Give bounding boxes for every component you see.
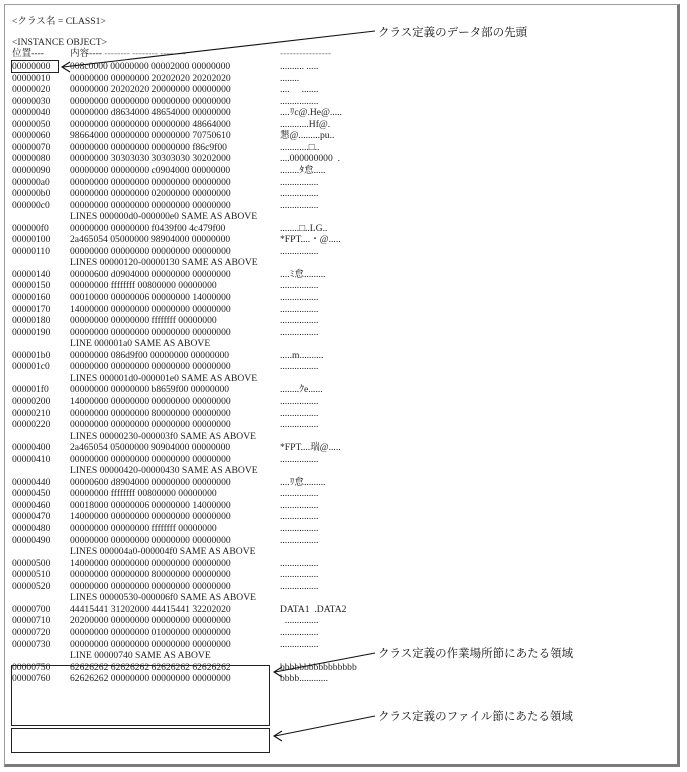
callout-data-start: クラス定義のデータ部の先頭 xyxy=(378,25,528,39)
hex-values: 00000000 00000000 00000000 f86c9f00 xyxy=(70,141,227,153)
same-as-above-text: LINE 00000740 SAME AS ABOVE xyxy=(70,650,211,662)
address: 00000510 xyxy=(12,569,51,581)
arrow-data-start xyxy=(63,31,375,67)
same-as-above-text: LINES 000001d0-000001e0 SAME AS ABOVE xyxy=(70,372,258,384)
same-as-above-text: LINES 00000120-00000130 SAME AS ABOVE xyxy=(70,257,258,269)
ascii-values: ........□..LG.. xyxy=(280,222,328,234)
hex-values: 00000000 00000000 00000000 00000000 xyxy=(70,419,231,431)
hex-values: 00000000 00000000 00000000 00000000 xyxy=(70,326,231,338)
callout-working-storage: クラス定義の作業場所節にあたる領域 xyxy=(378,646,574,660)
ascii-values: ................ xyxy=(280,488,319,500)
hex-values: 00000000 00000000 ffffffff 00000000 xyxy=(70,523,217,534)
address: 00000140 xyxy=(12,268,51,280)
hex-values: 14000000 00000000 00000000 00000000 xyxy=(70,303,231,315)
hex-values: 00000000 00000000 00000000 00000000 xyxy=(70,534,231,546)
same-as-above-text: LINE 000001a0 SAME AS ABOVE xyxy=(70,338,211,350)
address: 00000110 xyxy=(12,245,51,257)
address: 00000010 xyxy=(12,72,51,84)
address: 00000720 xyxy=(12,626,51,638)
hex-values: 00000000 00000000 c0904000 00000000 xyxy=(70,164,231,176)
hex-values: 00018000 00000006 00000000 14000000 xyxy=(70,499,231,511)
hex-values: 00000000 00000000 00000000 48664000 xyxy=(70,118,231,130)
ascii-values: ........ xyxy=(280,72,300,84)
ascii-values: ................ xyxy=(280,395,319,407)
ascii-values: 懇@.........pu.. xyxy=(280,130,335,142)
hex-values: 00000000 20202020 20000000 00000000 xyxy=(70,84,231,96)
address: 00000500 xyxy=(12,557,51,569)
ascii-values: ................ xyxy=(280,626,319,638)
ascii-values: ....000000000 . xyxy=(280,153,340,165)
ascii-values: *FPT....・@..... xyxy=(280,234,341,246)
address: 00000700 xyxy=(12,603,51,615)
ascii-values: ................ xyxy=(280,280,319,292)
hex-values: 00000000 00000000 00000000 00000000 xyxy=(70,638,231,650)
address: 000001f0 xyxy=(12,384,49,396)
address: 000000a0 xyxy=(12,176,50,188)
address: 00000000 xyxy=(12,61,51,72)
column-header-content: 内容---- -------- -------- -------- xyxy=(70,48,186,59)
address: 00000050 xyxy=(12,118,51,130)
hex-values: 00000000 00000000 ffffffff 00000000 xyxy=(70,315,217,327)
hex-values: 00000000 00000000 00000000 00000000 xyxy=(70,245,231,257)
same-as-above-text: LINES 000000d0-000000e0 SAME AS ABOVE xyxy=(70,211,258,223)
address: 00000100 xyxy=(12,234,51,246)
hex-values: 00010000 00000006 00000000 14000000 xyxy=(70,292,231,303)
hex-values: 00000000 00000000 00000000 00000000 xyxy=(70,199,231,211)
hex-values: 00000000 30303030 30303030 30202000 xyxy=(70,153,231,165)
hex-values: 14000000 00000000 00000000 00000000 xyxy=(70,511,231,523)
address: 00000020 xyxy=(12,84,51,96)
hex-values: 00000000 ffffffff 00800000 00000000 xyxy=(70,488,217,500)
ascii-values: ................ xyxy=(280,638,319,650)
ascii-values: DATA1 .DATA2 xyxy=(280,603,347,615)
address: 00000730 xyxy=(12,638,51,650)
address: 000000b0 xyxy=(12,188,51,200)
ascii-values: ................ xyxy=(280,569,319,581)
hex-values: 00000000 00000000 f0439f00 4c479f00 xyxy=(70,222,226,234)
ascii-values: ................ xyxy=(280,95,319,107)
ascii-values: ....ﾘ怠......... xyxy=(280,476,326,488)
address: 00000190 xyxy=(12,326,51,338)
address: 000000c0 xyxy=(12,199,50,211)
address: 00000060 xyxy=(12,130,51,142)
ascii-values: ................ xyxy=(280,407,319,419)
ascii-values: ....ﾘc@.He@..... xyxy=(280,107,342,119)
same-as-above-text: LINES 000004a0-000004f0 SAME AS ABOVE xyxy=(70,546,256,558)
address: 00000180 xyxy=(12,315,51,327)
hex-values: 00000000 00000000 00000000 00000000 xyxy=(70,361,231,373)
hex-values: 00000000 00000000 20202020 20202020 xyxy=(70,72,231,84)
address: 00000520 xyxy=(12,580,51,592)
ascii-values: .....m.......... xyxy=(280,349,324,361)
ascii-values: ................ xyxy=(280,511,319,523)
address: 00000170 xyxy=(12,303,51,315)
address: 00000200 xyxy=(12,395,51,407)
ascii-values: ................ xyxy=(280,245,319,257)
ascii-values: ............□.. xyxy=(280,141,320,153)
hex-values: 2a465054 05000000 98904000 00000000 xyxy=(70,234,231,246)
address: 00000400 xyxy=(12,442,51,454)
ascii-values: *FPT....瑞@..... xyxy=(280,442,341,454)
ascii-values: ................ xyxy=(280,303,319,315)
ascii-values: .......... ..... xyxy=(280,61,319,72)
ascii-values: ............Hf@. xyxy=(280,118,331,130)
hex-values: 14000000 00000000 00000000 00000000 xyxy=(70,557,231,569)
ascii-values: bbbbbbbbbbbbbbbb xyxy=(280,661,357,673)
hex-values: 00000600 d8904000 00000000 00000000 xyxy=(70,476,231,488)
section-label: <INSTANCE OBJECT> xyxy=(12,37,108,48)
ascii-values: ................ xyxy=(280,292,319,303)
hex-values: 00000000 ffffffff 00800000 00000000 xyxy=(70,280,217,292)
hex-values: 00000000 00000000 b8659f00 00000000 xyxy=(70,384,230,396)
hex-values: 008c0000 00000000 00002000 00000000 xyxy=(70,61,231,72)
callout-file-section: クラス定義のファイル節にあたる領域 xyxy=(378,709,573,723)
address: 00000040 xyxy=(12,107,51,119)
address: 00000030 xyxy=(12,95,51,107)
address: 00000490 xyxy=(12,534,51,546)
ascii-values: ................ xyxy=(280,557,319,569)
hex-values: 00000000 00000000 01000000 00000000 xyxy=(70,626,231,638)
ascii-values: bbbb............ xyxy=(280,673,328,685)
hex-values: 00000000 d8634000 48654000 00000000 xyxy=(70,107,231,119)
address: 00000080 xyxy=(12,153,51,165)
hex-values: 00000000 086d9f00 00000000 00000000 xyxy=(70,349,230,361)
address: 00000150 xyxy=(12,280,51,292)
arrow-working-storage xyxy=(275,653,375,672)
address: 00000460 xyxy=(12,499,51,511)
address: 000000f0 xyxy=(12,222,49,234)
address: 00000440 xyxy=(12,476,51,488)
ascii-values: ....ﾐ怠......... xyxy=(280,268,326,280)
ascii-values: ................ xyxy=(280,523,319,534)
hex-values: 00000000 00000000 00000000 00000000 xyxy=(70,453,231,465)
same-as-above-text: LINES 00000230-000003f0 SAME AS ABOVE xyxy=(70,430,257,442)
hex-values: 44415441 31202000 44415441 32202020 xyxy=(70,603,231,615)
same-as-above-text: LINES 00000530-000006f0 SAME AS ABOVE xyxy=(70,592,257,604)
ascii-values: ................ xyxy=(280,499,319,511)
column-header-position: 位置---- xyxy=(12,48,44,59)
ascii-values: ........ｸe...... xyxy=(280,384,323,396)
address: 00000750 xyxy=(12,661,51,673)
address: 00000480 xyxy=(12,523,51,534)
ascii-values: .............. xyxy=(280,615,319,627)
hex-values: 00000000 00000000 00000000 00000000 xyxy=(70,176,231,188)
ascii-values: ................ xyxy=(280,361,319,373)
hex-values: 00000000 00000000 00000000 00000000 xyxy=(70,580,231,592)
address: 00000210 xyxy=(12,407,51,419)
address: 000001b0 xyxy=(12,349,51,361)
hex-values: 00000600 d0904000 00000000 00000000 xyxy=(70,268,231,280)
address: 00000410 xyxy=(12,453,51,465)
ascii-values: .... ....... xyxy=(280,84,319,96)
ascii-values: ................ xyxy=(280,315,319,327)
hex-values: 00000000 00000000 80000000 00000000 xyxy=(70,569,231,581)
ascii-values: ................ xyxy=(280,419,319,431)
ascii-values: ................ xyxy=(280,534,319,546)
ascii-values: ................ xyxy=(280,176,319,188)
ascii-values: ................ xyxy=(280,199,319,211)
ascii-values: ................ xyxy=(280,453,319,465)
hex-values: 00000000 00000000 80000000 00000000 xyxy=(70,407,231,419)
address: 00000160 xyxy=(12,292,51,303)
address: 000001c0 xyxy=(12,361,50,373)
ascii-values: ................ xyxy=(280,326,319,338)
class-name-line: <クラス名 = CLASS1> xyxy=(12,16,106,27)
hex-values: 14000000 00000000 00000000 00000000 xyxy=(70,395,231,407)
address: 00000070 xyxy=(12,141,51,153)
address: 00000470 xyxy=(12,511,51,523)
hex-values: 98664000 00000000 00000000 70750610 xyxy=(70,130,231,142)
arrow-file-section xyxy=(275,716,375,736)
hex-values: 20200000 00000000 00000000 00000000 xyxy=(70,615,231,627)
hex-values: 62626262 62626262 62626262 62626262 xyxy=(70,661,231,673)
address: 00000760 xyxy=(12,673,51,685)
hex-values: 62626262 00000000 00000000 00000000 xyxy=(70,673,231,685)
hex-values: 00000000 00000000 00000000 00000000 xyxy=(70,95,231,107)
hex-values: 00000000 00000000 02000000 00000000 xyxy=(70,188,231,200)
hex-values: 2a465054 05000000 90904000 00000000 xyxy=(70,442,231,454)
address: 00000450 xyxy=(12,488,51,500)
ascii-values: ................ xyxy=(280,580,319,592)
address: 00000220 xyxy=(12,419,51,431)
address: 00000710 xyxy=(12,615,51,627)
ascii-values: ........ﾀ怠..... xyxy=(280,164,326,176)
ascii-values: ................ xyxy=(280,188,319,200)
column-header-ascii-separator: ---------------- xyxy=(280,48,332,59)
same-as-above-text: LINES 00000420-00000430 SAME AS ABOVE xyxy=(70,465,258,477)
address: 00000090 xyxy=(12,164,51,176)
